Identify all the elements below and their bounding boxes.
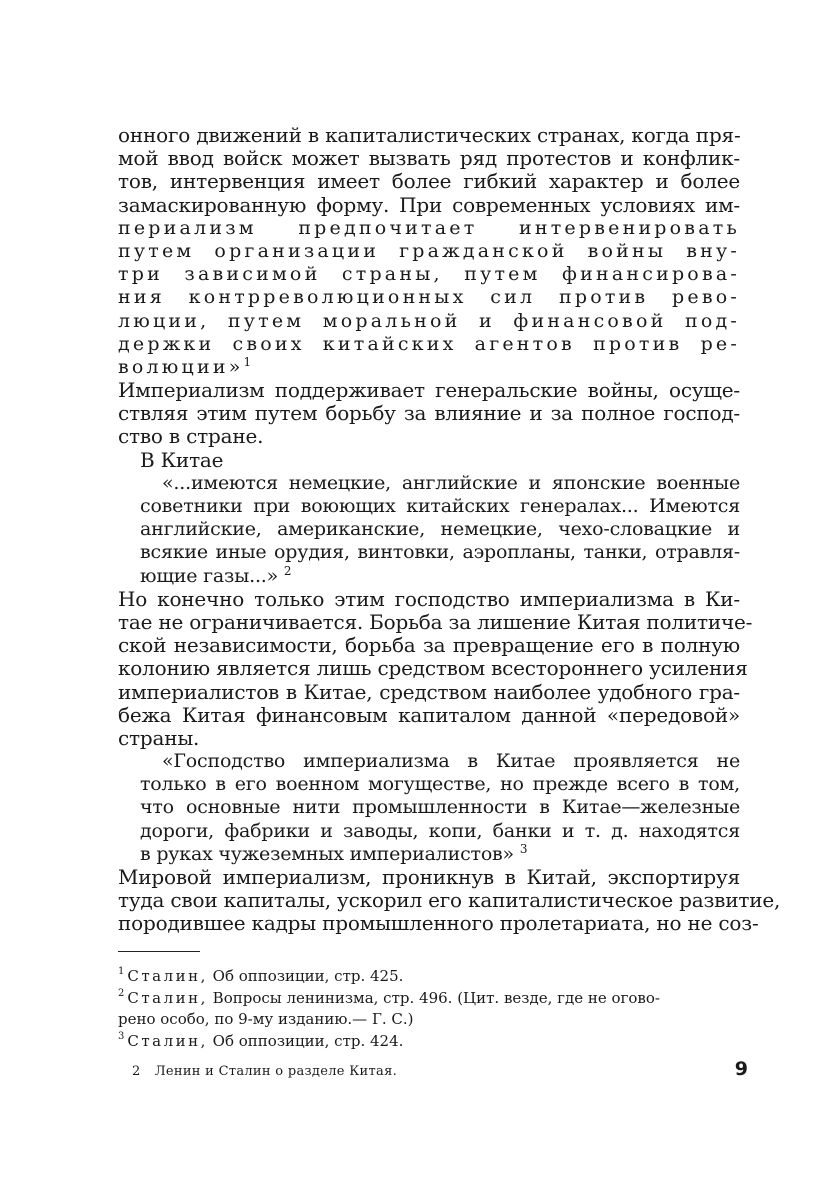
text-line-spaced: путем организации гражданской войны вну-: [118, 239, 740, 262]
footnote-author: Сталин,: [127, 1031, 208, 1050]
footnote-text: Об оппозиции, стр. 425.: [212, 967, 404, 985]
paragraph-5: [118, 865, 781, 936]
text-line-spaced: [118, 356, 740, 379]
quote-line: [140, 843, 740, 866]
footnote-mark: 2: [118, 987, 125, 999]
text-line: бежа Китая финансовым капиталом данной «передовой»: [118, 702, 740, 727]
quote-line: что основные нити промышленности в Китае—железные: [140, 796, 740, 819]
footnote-1: [118, 966, 740, 988]
quote-line: [140, 565, 740, 588]
text-line: Мировой империализм, проникнув в Китай, экспортируя: [118, 865, 740, 889]
footnote-divider: [118, 951, 200, 952]
paragraph-1: [118, 124, 740, 379]
text-line: страны.: [118, 725, 200, 750]
footnote-mark: 1: [118, 966, 125, 977]
quote-line: всякие иные орудия, винтовки, аэропланы, танки, отравля-: [140, 541, 740, 564]
text-line: тае не ограничивается. Борьба за лишение Китая политиче-: [118, 609, 753, 634]
footnotes: [118, 966, 740, 1052]
footnote-author: Сталин,: [127, 988, 208, 1007]
quote-line: советники при воюющих китайских генералах... Имеются: [140, 495, 740, 517]
paragraph-3: [118, 449, 740, 472]
text-line: замаскированную форму. При современных условиях им-: [118, 192, 740, 217]
footnote-author: Сталин,: [127, 967, 208, 985]
text-line-spaced: ния контрреволюционных сил против рево-: [118, 286, 740, 309]
text-line: ской независимости, борьба за превращение его в полную: [118, 633, 740, 658]
text-line: империалистов в Китае, средством наиболее удобного гра-: [118, 679, 740, 704]
footnote-2-continuation: рено особо, по 9-му изданию.— Г. С.): [118, 1010, 414, 1028]
footnote-mark: 3: [118, 1030, 125, 1042]
signature-number: 2: [132, 1064, 141, 1079]
text-line: ство в стране.: [118, 424, 264, 449]
footnote-ref: 3: [519, 841, 528, 856]
text-line: породившее кадры промышленного пролетариата, но не соз-: [118, 911, 759, 936]
text-line: мой ввод войск может вызвать ряд протестов и конфлик-: [118, 146, 740, 171]
footnote-3: [118, 1031, 740, 1053]
footnote-2: [118, 988, 740, 1010]
text-line: колонию является лишь средством всестороннего усиления: [118, 656, 748, 681]
text-fragment: волюции»: [118, 355, 244, 378]
text-line: Империализм поддерживает генеральские войны, осуще-: [118, 378, 740, 403]
text-fragment: ющие газы...»: [140, 564, 279, 587]
text-line: тов, интервенция имеет более гибкий характер и более: [118, 169, 740, 194]
text-line: В Китае: [140, 447, 224, 472]
quote-line: «Господство империализма в Китае проявляется не: [162, 750, 740, 773]
paragraph-4: [118, 586, 753, 750]
text-line: Но конечно только этим господство империализма в Ки-: [118, 586, 740, 611]
page-footer: [132, 1058, 748, 1081]
text-line-spaced: три зависимой страны, путем финансирова-: [118, 263, 740, 286]
quote-line: «...имеются немецкие, английские и японские военные: [162, 471, 740, 494]
quote-line: только в его военном могуществе, но прежде всего в том,: [140, 773, 740, 796]
text-line-spaced: держки своих китайских агентов против ре-: [118, 332, 740, 355]
text-line-spaced: люции, путем моральной и финансовой под-: [118, 309, 740, 332]
footnote-text: Вопросы ленинизма, стр. 496. (Цит. везде, где не огово-: [212, 988, 660, 1007]
text-line: туда свои капиталы, ускорил его капиталистическое развитие,: [118, 888, 781, 913]
footnote-text: Об оппозиции, стр. 424.: [212, 1031, 404, 1050]
signature-title: Ленин и Сталин о разделе Китая.: [154, 1064, 397, 1079]
quote-line: дороги, фабрики и заводы, копи, банки и т. д. находятся: [140, 819, 740, 842]
text-line-spaced: периализм предпочитает интервенировать: [118, 216, 740, 239]
text-fragment: в руках чужеземных империалистов»: [140, 842, 514, 865]
paragraph-2: [118, 379, 740, 449]
page-body: [118, 123, 781, 936]
blockquote-1: [140, 472, 740, 588]
footnote-ref: 1: [243, 354, 255, 369]
quote-line: английские, американские, немецкие, чехо-словацкие и: [140, 518, 740, 541]
page-number: 9: [734, 1058, 748, 1080]
text-line: ствляя этим путем борьбу за влияние и за полное господ-: [118, 401, 740, 426]
text-line: онного движений в капиталистических странах, когда пря-: [118, 123, 741, 147]
blockquote-2: [140, 750, 740, 866]
footnote-ref: 2: [283, 563, 292, 578]
